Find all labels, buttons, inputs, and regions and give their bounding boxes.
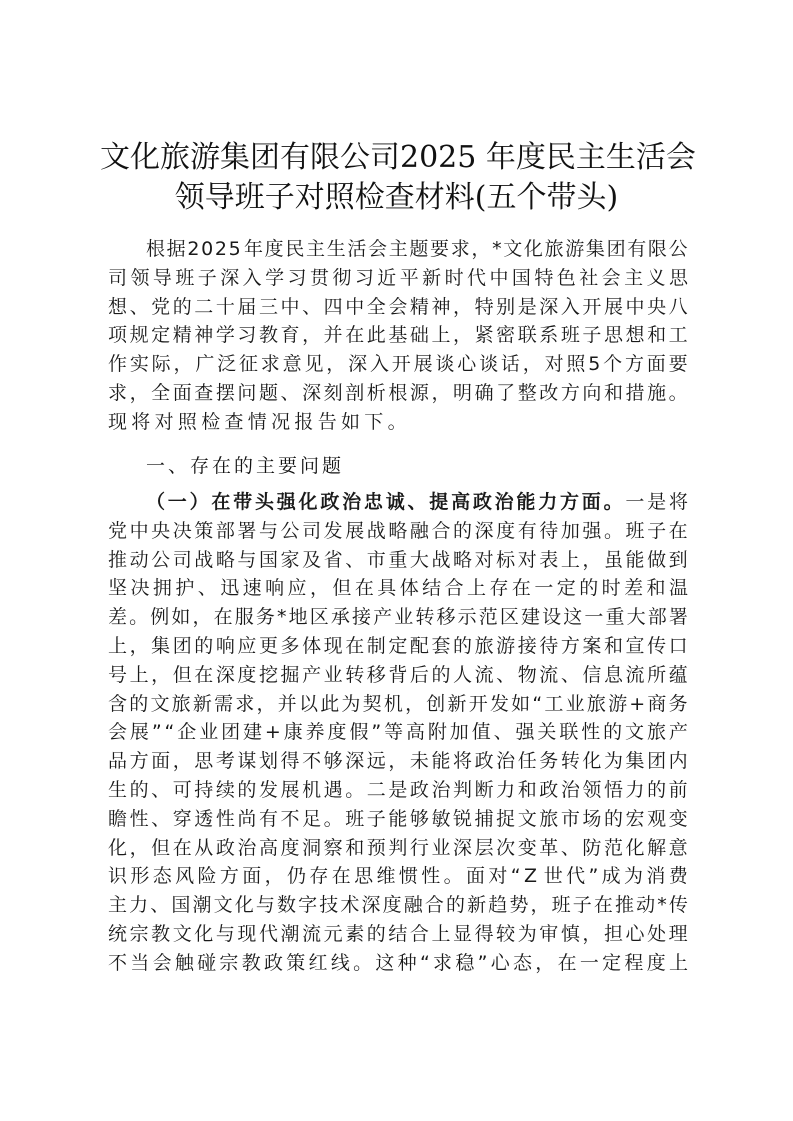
intro-line: 项 规 定 精 神 学 习 教 育 ， 并 在 此 基 础 上 ， 紧 密 联 系 班 子 思 想 和 工 [108, 324, 688, 347]
subsection-line: 推 动 公 司 战 略 与 国 家 及 省 、 市 重 大 战 略 对 标 对 表 上 ， 虽 能 做 到 [108, 548, 688, 571]
subsection-line: 坚 决 拥 护 、 迅 速 响 应 ， 但 在 具 体 结 合 上 存 在 一 定 的 时 差 和 温 [108, 577, 688, 600]
subsection-line: 品 方 面 ， 思 考 谋 划 得 不 够 深 远 ， 未 能 将 政 治 任 务 转 化 为 集 团 内 [108, 750, 688, 773]
subsection-line: 含 的 文 旅 新 需 求 ， 并 以 此 为 契 机 ， 创 新 开 发 如 “ 工 业 旅 游 + 商 务 [108, 692, 688, 715]
intro-line: 现将对照检查情况报告如下。 [108, 410, 411, 433]
subsection-line: 识 形 态 风 险 方 面 ， 仍 存 在 思 维 惯 性 。 面 对 “ Z 世 代 ” 成 为 消 费 [108, 865, 688, 888]
subsection-line: 不 当 会 触 碰 宗 教 政 策 红 线 。 这 种 “ 求 稳 ” 心 态 ， 在 一 定 程 度 上 [108, 951, 688, 974]
subsection-line: 瞻 性 、 穿 透 性 尚 有 不 足 。 班 子 能 够 敏 锐 捕 捉 文 旅 市 场 的 宏 观 变 [108, 807, 688, 830]
subsection-line: 主 力 、 国 潮 文 化 与 数 字 技 术 深 度 融 合 的 新 趋 势 ， 班 子 在 推 动 * 传 [108, 894, 688, 917]
subsection-line: 党 中 央 决 策 部 署 与 公 司 发 展 战 略 融 合 的 深 度 有 待 加 强 。 班 子 在 [108, 519, 688, 542]
intro-line: 求 ， 全 面 查 摆 问 题 、 深 刻 剖 析 根 源 ， 明 确 了 整 改 方 向 和 措 施 。 [108, 382, 688, 404]
intro-line: 想 、 党 的 二 十 届 三 中 、 四 中 全 会 精 神 ， 特 别 是 深 入 开 展 中 央 八 [108, 295, 688, 318]
subsection-line: 差 。 例 如 ， 在 服 务 * 地 区 承 接 产 业 转 移 示 范 区 建 设 这 一 重 大 部 署 [108, 606, 688, 629]
subsection-line: 化 ， 但 在 从 政 治 高 度 洞 察 和 预 判 行 业 深 层 次 变 革 、 防 范 化 解 意 [108, 836, 688, 859]
intro-line: 作 实 际 ， 广 泛 征 求 意 见 ， 深 入 开 展 谈 心 谈 话 ， 对 照 5 个 方 面 要 [108, 353, 688, 376]
section-heading: 一、存在的主要问题 [146, 455, 345, 477]
document-title-line-2: 领导班子对照检查材料(五个带头) [174, 180, 619, 215]
subsection-line: 上 ， 集 团 的 响 应 更 多 体 现 在 制 定 配 套 的 旅 游 接 待 方 案 和 宣 传 口 [108, 635, 688, 657]
subsection-first-line [108, 488, 688, 516]
subsection-line: 会 展 ” “ 企 业 团 建 + 康 养 度 假 ” 等 高 附 加 值 、 强 关 联 性 的 文 旅 产 [108, 721, 688, 744]
intro-line: 根 据 2 0 2 5 年 度 民 主 生 活 会 主 题 要 求 ， * 文 化 旅 游 集 团 有 限 公 [146, 238, 688, 260]
subsection-line: 号 上 ， 但 在 深 度 挖 掘 产 业 转 移 背 后 的 人 流 、 物 流 、 信 息 流 所 蕴 [108, 663, 688, 686]
intro-line: 司 领 导 班 子 深 入 学 习 贯 彻 习 近 平 新 时 代 中 国 特 色 社 会 主 义 思 [108, 266, 688, 289]
subsection-line: 统 宗 教 文 化 与 现 代 潮 流 元 素 的 结 合 上 显 得 较 为 审 慎 ， 担 心 处 理 [108, 923, 688, 945]
subsection-title: （一）在带头强化政治忠诚、提高政治能力方面。 [146, 491, 626, 513]
subsection-line: 生 的 、 可 持 续 的 发 展 机 遇 。 二 是 政 治 判 断 力 和 政 治 领 悟 力 的 前 [108, 779, 688, 801]
subsection-first-tail: 一是将 [625, 491, 688, 513]
document-title-line-1: 文化旅游集团有限公司2025 年度民主生活会 [100, 140, 696, 175]
